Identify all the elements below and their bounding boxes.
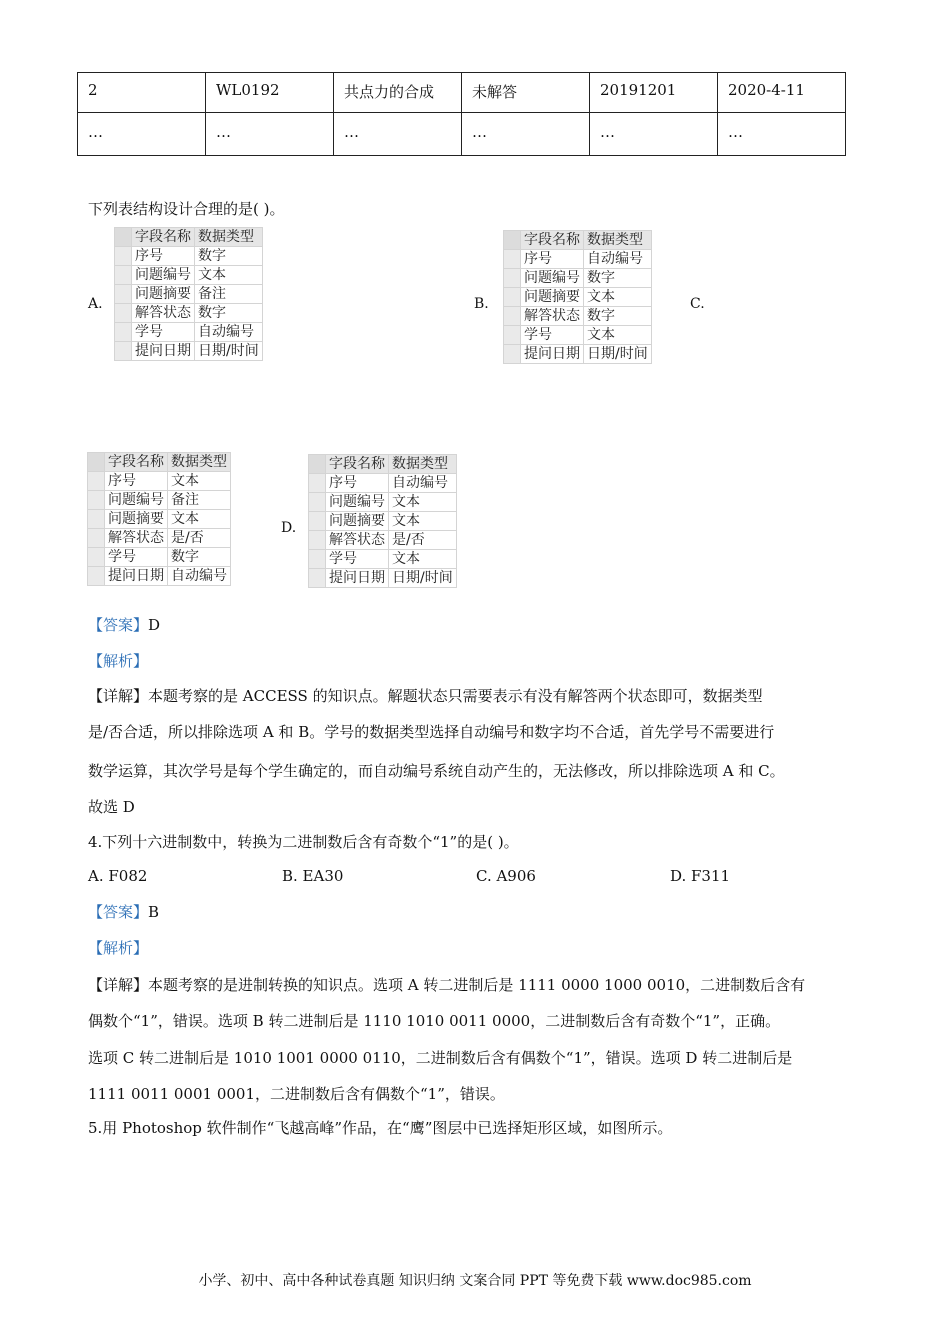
- data-type: 日期/时间: [195, 342, 263, 361]
- data-type: 日期/时间: [584, 345, 652, 364]
- question5-stem: 5.用 Photoshop 软件制作“飞越高峰”作品，在“鹰”图层中已选择矩形区域，如图所示。: [88, 1119, 673, 1137]
- data-type: 自动编号: [168, 567, 231, 586]
- field-name: 序号: [326, 474, 389, 493]
- question4-detail-line: 偶数个“1”，错误。选项 B 转二进制后是 1110 1010 0011 0000，二进制数后含有奇数个“1”，正确。: [88, 1012, 781, 1030]
- question3-detail-line: 是/否合适，所以排除选项 A 和 B。学号的数据类型选择自动编号和数字均不合适，首先学号不需要进行: [88, 723, 775, 741]
- table-cell: …: [206, 113, 334, 156]
- option-b-label: B.: [474, 296, 489, 312]
- header-data-type: 数据类型: [584, 231, 652, 250]
- header-data-type: 数据类型: [168, 453, 231, 472]
- field-name: 学号: [521, 326, 584, 345]
- question4-option-d: D. F311: [670, 867, 731, 885]
- field-name: 问题编号: [326, 493, 389, 512]
- field-name: 问题编号: [132, 266, 195, 285]
- question4-detail-line: 1111 0011 0001 0001，二进制数后含有偶数个“1”，错误。: [88, 1085, 505, 1103]
- header-field-name: 字段名称: [132, 228, 195, 247]
- field-name: 解答状态: [521, 307, 584, 326]
- field-name: 学号: [105, 548, 168, 567]
- data-type: 自动编号: [195, 323, 263, 342]
- field-name: 序号: [105, 472, 168, 491]
- data-type: 是/否: [389, 531, 457, 550]
- field-name: 序号: [521, 250, 584, 269]
- table-row: [309, 474, 457, 493]
- data-type: 数字: [168, 548, 231, 567]
- data-type: 数字: [584, 307, 652, 326]
- field-name: 解答状态: [326, 531, 389, 550]
- table-cell: …: [334, 113, 462, 156]
- table-row: [88, 472, 231, 491]
- answer-value: B: [148, 903, 160, 921]
- table-row: [115, 304, 263, 323]
- question4-detail-line: [88, 974, 805, 995]
- question3-stem: 下列表结构设计合理的是( )。: [88, 200, 285, 218]
- question3-detail-line: 数学运算，其次学号是每个学生确定的，而自动编号系统自动产生的，无法修改，所以排除选项 A 和 C。: [88, 762, 785, 780]
- field-name: 学号: [132, 323, 195, 342]
- data-type: 文本: [168, 510, 231, 529]
- table-row: [88, 567, 231, 586]
- table-row: [115, 323, 263, 342]
- table-row: [115, 247, 263, 266]
- detail-tag: 【详解】: [88, 976, 149, 994]
- field-name: 问题摘要: [326, 512, 389, 531]
- data-type: 文本: [195, 266, 263, 285]
- table-row: [88, 510, 231, 529]
- data-type: 文本: [168, 472, 231, 491]
- page-footer: 小学、初中、高中各种试卷真题 知识归纳 文案合同 PPT 等免费下载 www.doc985.com: [198, 1273, 752, 1289]
- question3-answer: [88, 614, 160, 635]
- option-d-label: D.: [281, 520, 297, 536]
- table-row: [504, 250, 652, 269]
- table-row: [504, 345, 652, 364]
- table-header-row: [115, 228, 263, 247]
- field-name: 解答状态: [132, 304, 195, 323]
- data-type: 文本: [389, 493, 457, 512]
- data-type: 数字: [195, 247, 263, 266]
- table-row: [309, 493, 457, 512]
- field-name: 问题摘要: [105, 510, 168, 529]
- question3-analysis-tag: 【解析】: [88, 652, 149, 670]
- table-row: [115, 342, 263, 361]
- question3-detail-line: 故选 D: [88, 798, 135, 816]
- table-cell: …: [590, 113, 718, 156]
- table-cell: …: [462, 113, 590, 156]
- table-cell: …: [718, 113, 846, 156]
- table-header-row: [88, 453, 231, 472]
- data-type: 日期/时间: [389, 569, 457, 588]
- data-type: 文本: [389, 550, 457, 569]
- field-name: 问题编号: [105, 491, 168, 510]
- table-cell: 2020-4-11: [718, 73, 846, 113]
- field-name: 提问日期: [326, 569, 389, 588]
- option-a-field-table: [114, 227, 263, 361]
- field-name: 提问日期: [521, 345, 584, 364]
- question4-option-b: B. EA30: [282, 867, 344, 885]
- data-type: 备注: [195, 285, 263, 304]
- table-row: [309, 512, 457, 531]
- table-cell: 共点力的合成: [334, 73, 462, 113]
- header-data-type: 数据类型: [195, 228, 263, 247]
- table-cell: …: [78, 113, 206, 156]
- data-type: 是/否: [168, 529, 231, 548]
- field-name: 问题编号: [521, 269, 584, 288]
- option-c-label: C.: [690, 296, 705, 312]
- data-type: 文本: [584, 288, 652, 307]
- header-field-name: 字段名称: [326, 455, 389, 474]
- table-header-row: [309, 455, 457, 474]
- question-data-table: [77, 72, 846, 156]
- table-cell: WL0192: [206, 73, 334, 113]
- question4-analysis-tag: 【解析】: [88, 939, 149, 957]
- question4-stem: 4.下列十六进制数中，转换为二进制数后含有奇数个“1”的是( )。: [88, 833, 519, 851]
- table-row: [309, 550, 457, 569]
- header-data-type: 数据类型: [389, 455, 457, 474]
- data-type: 备注: [168, 491, 231, 510]
- table-row: [78, 73, 846, 113]
- option-b-field-table: [503, 230, 652, 364]
- detail-text: 本题考察的是 ACCESS 的知识点。解题状态只需要表示有没有解答两个状态即可，数据类型: [148, 687, 763, 705]
- option-d-field-table: [308, 454, 457, 588]
- table-row: [504, 288, 652, 307]
- table-header-row: [504, 231, 652, 250]
- data-type: 数字: [195, 304, 263, 323]
- field-name: 序号: [132, 247, 195, 266]
- table-cell: 2: [78, 73, 206, 113]
- table-cell: 未解答: [462, 73, 590, 113]
- field-name: 学号: [326, 550, 389, 569]
- question3-detail-line: [88, 685, 763, 706]
- option-a-label: A.: [88, 296, 103, 312]
- table-row: [88, 548, 231, 567]
- table-row: [88, 491, 231, 510]
- header-field-name: 字段名称: [105, 453, 168, 472]
- table-row: [115, 285, 263, 304]
- data-type: 自动编号: [389, 474, 457, 493]
- table-row: [504, 307, 652, 326]
- data-type: 文本: [389, 512, 457, 531]
- detail-text: 本题考察的是进制转换的知识点。选项 A 转二进制后是 1111 0000 1000 0010，二进制数后含有: [148, 976, 806, 994]
- question4-option-c: C. A906: [476, 867, 536, 885]
- table-row: [309, 531, 457, 550]
- question4-option-a: A. F082: [88, 867, 148, 885]
- option-c-field-table: [87, 452, 231, 586]
- question4-answer: [88, 901, 159, 922]
- data-type: 数字: [584, 269, 652, 288]
- answer-tag: 【答案】: [88, 903, 149, 921]
- table-row: [115, 266, 263, 285]
- header-field-name: 字段名称: [521, 231, 584, 250]
- answer-tag: 【答案】: [88, 616, 149, 634]
- table-row: [78, 113, 846, 156]
- field-name: 解答状态: [105, 529, 168, 548]
- field-name: 问题摘要: [132, 285, 195, 304]
- table-row: [88, 529, 231, 548]
- field-name: 提问日期: [132, 342, 195, 361]
- table-row: [504, 269, 652, 288]
- table-cell: 20191201: [590, 73, 718, 113]
- data-type: 自动编号: [584, 250, 652, 269]
- table-row: [309, 569, 457, 588]
- answer-value: D: [148, 616, 161, 634]
- table-row: [504, 326, 652, 345]
- field-name: 提问日期: [105, 567, 168, 586]
- question4-detail-line: 选项 C 转二进制后是 1010 1001 0000 0110，二进制数后含有偶数个“1”，错误。选项 D 转二进制后是: [88, 1049, 793, 1067]
- detail-tag: 【详解】: [88, 687, 149, 705]
- field-name: 问题摘要: [521, 288, 584, 307]
- data-type: 文本: [584, 326, 652, 345]
